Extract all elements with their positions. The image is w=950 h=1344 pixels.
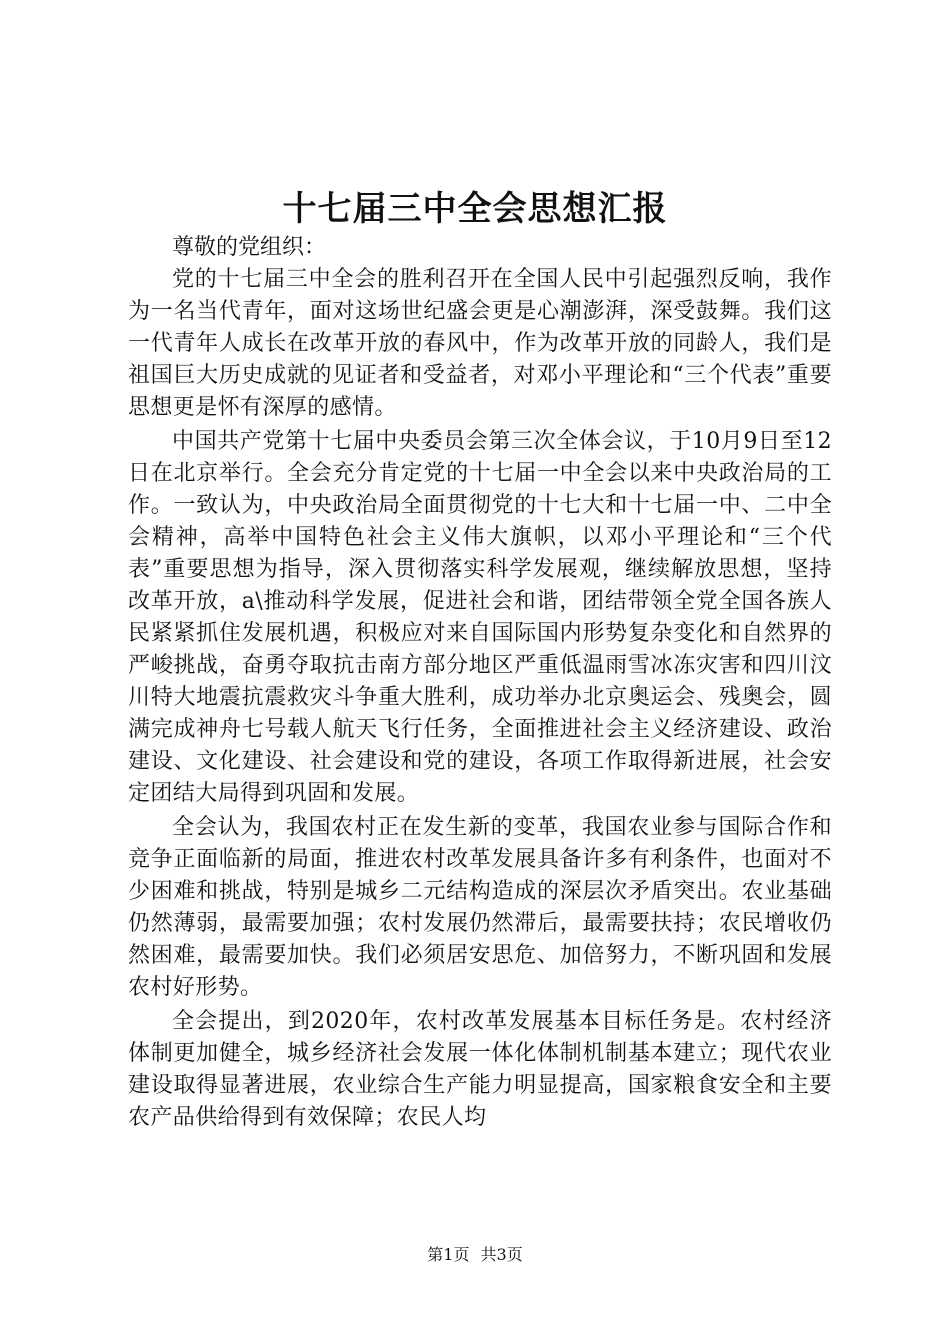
document-body	[128, 232, 832, 1134]
page-total: 共3页	[480, 1245, 523, 1264]
salutation: 尊敬的党组织：	[172, 235, 327, 260]
paragraph-4: 全会提出，到2020年，农村改革发展基本目标任务是。农村经济体制更加健全，城乡经济社会发展一体化体制机制基本建立；现代农业建设取得显著进展，农业综合生产能力明显提高，国家粮食安全和主要农产品供给得到有效保障；农民人均	[128, 1009, 832, 1130]
paragraph-1: 党的十七届三中全会的胜利召开在全国人民中引起强烈反响，我作为一名当代青年，面对这场世纪盛会更是心潮澎湃，深受鼓舞。我们这一代青年人成长在改革开放的春风中，作为改革开放的同龄人，我们是祖国巨大历史成就的见证者和受益者，对邓小平理论和“三个代表”重要思想更是怀有深厚的感情。	[128, 267, 832, 420]
document-title: 十七届三中全会思想汇报	[282, 189, 668, 229]
paragraph-2: 中国共产党第十七届中央委员会第三次全体会议，于10月9日至12日在北京举行。全会充分肯定党的十七届一中全会以来中央政治局的工作。一致认为，中央政治局全面贯彻党的十七大和十七届一中、二中全会精神，高举中国特色社会主义伟大旗帜，以邓小平理论和“三个代表”重要思想为指导，深入贯彻落实科学发展观，继续解放思想，坚持改革开放，a\推动科学发展，促进社会和谐，团结带领全党全国各族人民紧紧抓住发展机遇，积极应对来自国际国内形势复杂变化和自然界的严峻挑战，奋勇夺取抗击南方部分地区严重低温雨雪冰冻灾害和四川汶川特大地震抗震救灾斗争重大胜利，成功举办北京奥运会、残奥会，圆满完成神舟七号载人航天飞行任务，全面推进社会主义经济建设、政治建设、文化建设、社会建设和党的建设，各项工作取得新进展，社会安定团结大局得到巩固和发展。	[128, 429, 832, 806]
paragraph-3: 全会认为，我国农村正在发生新的变革，我国农业参与国际合作和竞争正面临新的局面，推进农村改革发展具备许多有利条件，也面对不少困难和挑战，特别是城乡二元结构造成的深层次矛盾突出。农业基础仍然薄弱，最需要加强；农村发展仍然滞后，最需要扶持；农民增收仍然困难，最需要加快。我们必须居安思危、加倍努力，不断巩固和发展农村好形势。	[128, 815, 832, 1000]
page-footer	[0, 1245, 950, 1265]
page-number: 第1页	[427, 1245, 470, 1264]
